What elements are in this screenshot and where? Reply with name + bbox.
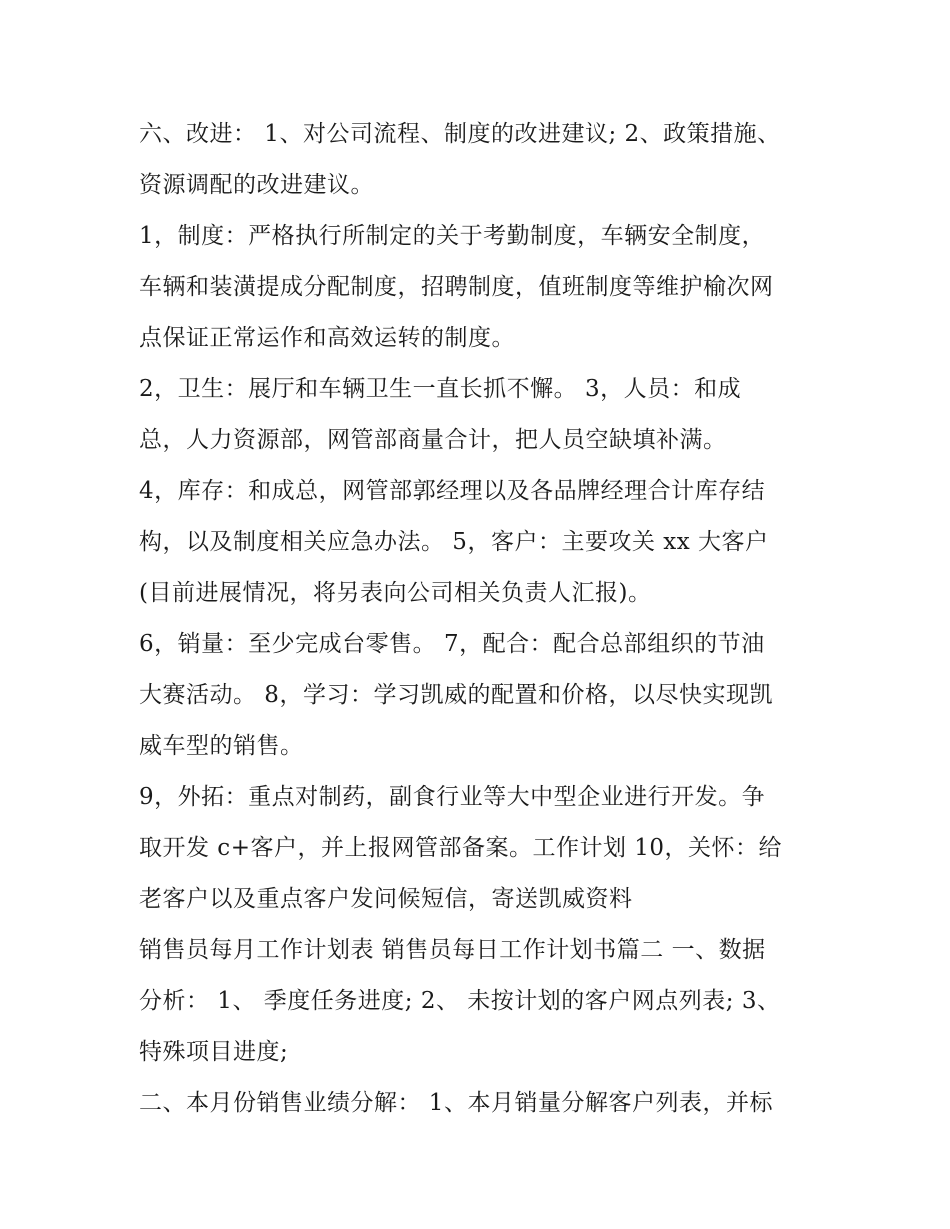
document-body — [139, 109, 829, 1129]
text-line: 二、本月份销售业绩分解： 1、本月销量分解客户列表，并标 — [139, 1090, 773, 1116]
text-line: 点保证正常运作和高效运转的制度。 — [139, 325, 515, 351]
text-line: 2，卫生：展厅和车辆卫生一直长抓不懈。 3，人员：和成 — [139, 376, 742, 402]
text-line: 4，库存：和成总，网管部郭经理以及各品牌经理合计库存结 — [139, 478, 766, 504]
text-line: 6，销量：至少完成台零售。 7，配合：配合总部组织的节油 — [139, 631, 765, 657]
text-line: 资源调配的改进建议。 — [139, 172, 374, 198]
text-line: 总，人力资源部，网管部商量合计，把人员空缺填补满。 — [139, 427, 727, 453]
text-line: 大赛活动。 8，学习：学习凯威的配置和价格，以尽快实现凯 — [139, 682, 773, 708]
text-line: 9，外拓：重点对制药，副食行业等大中型企业进行开发。争 — [139, 784, 766, 810]
text-line: 分析： 1、 季度任务进度; 2、 未按计划的客户网点列表; 3、 — [139, 988, 781, 1014]
text-line: 特殊项目进度; — [139, 1039, 289, 1065]
text-line: 销售员每月工作计划表 销售员每日工作计划书篇二 一、数据 — [139, 937, 766, 963]
text-line: 车辆和装潢提成分配制度，招聘制度，值班制度等维护榆次网 — [139, 274, 774, 300]
text-line: 威车型的销售。 — [139, 733, 304, 759]
text-line: 构，以及制度相关应急办法。 5，客户：主要攻关 xx 大客户 — [139, 529, 769, 555]
text-line: 取开发 c+客户，并上报网管部备案。工作计划 10，关怀：给 — [139, 835, 783, 861]
text-line: 老客户以及重点客户发问候短信，寄送凯威资料 — [139, 886, 633, 912]
text-line: 六、改进： 1、对公司流程、制度的改进建议; 2、政策措施、 — [139, 121, 781, 147]
text-line: 1，制度：严格执行所制定的关于考勤制度，车辆安全制度， — [139, 223, 766, 249]
text-line: (目前进展情况，将另表向公司相关负责人汇报)。 — [139, 580, 652, 606]
